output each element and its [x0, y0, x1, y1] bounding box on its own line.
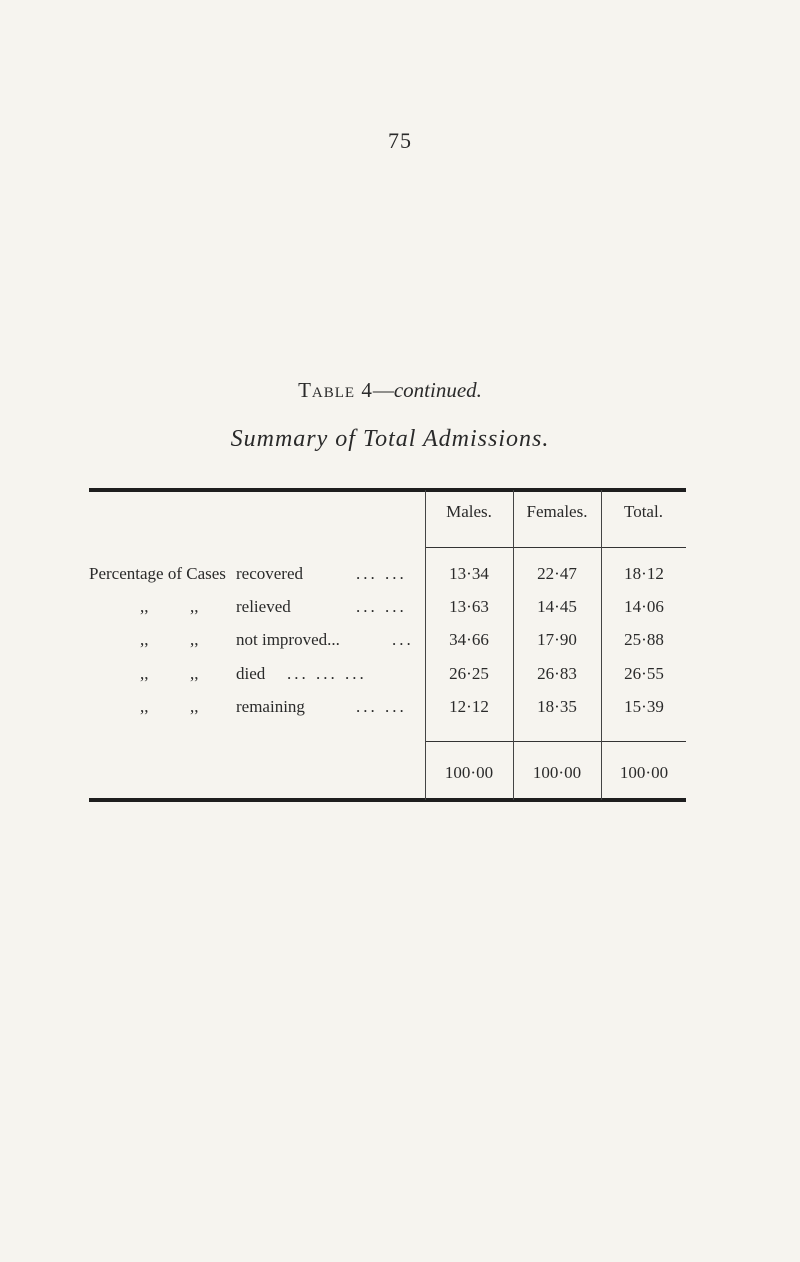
ditto-mark: ,,: [140, 630, 149, 649]
males-value: 26·25: [449, 664, 489, 683]
total-value: 14·06: [624, 597, 664, 616]
males-value: 13·63: [449, 597, 489, 616]
row-label: not improved...: [236, 630, 340, 649]
total-value: 18·12: [624, 564, 664, 583]
column-header-total: Total.: [624, 502, 663, 521]
ditto-mark: ,,: [140, 597, 149, 616]
total-value: 25·88: [624, 630, 664, 649]
grand-total: 100·00: [619, 763, 669, 782]
table-row: [0, 597, 800, 625]
females-value: 17·90: [537, 630, 577, 649]
top-rule: [89, 488, 686, 492]
females-value: 14·45: [537, 597, 577, 616]
header-rule-total: [601, 547, 686, 548]
females-value: 26·83: [537, 664, 577, 683]
table-continued: continued.: [393, 378, 482, 402]
table-heading: [0, 378, 780, 403]
header-rule-males: [425, 547, 513, 548]
row-label: remaining: [236, 697, 305, 716]
table-row: [0, 664, 800, 692]
row-dots: ... ...: [356, 597, 407, 616]
totals-rule: [425, 741, 686, 742]
column-header-females: Females.: [526, 502, 588, 521]
bottom-rule: [89, 798, 686, 802]
females-value: 22·47: [537, 564, 577, 583]
table-row: [0, 697, 800, 725]
ditto-mark: ,,: [190, 664, 199, 683]
ditto-mark: ,,: [140, 697, 149, 716]
males-value: 13·34: [449, 564, 489, 583]
row-prefix: Percentage of Cases: [89, 564, 226, 583]
table-row: [0, 564, 800, 592]
total-value: 26·55: [624, 664, 664, 683]
header-rule-females: [513, 547, 601, 548]
page-number: 75: [388, 128, 412, 153]
row-dots: ... ...: [356, 564, 407, 583]
row-dots: ... ...: [356, 697, 407, 716]
row-label: recovered: [236, 564, 304, 583]
row-dots: ... ... ...: [287, 664, 367, 683]
ditto-mark: ,,: [140, 664, 149, 683]
females-total: 100·00: [532, 763, 582, 782]
row-label: relieved: [236, 597, 291, 616]
row-dots: ...: [392, 630, 414, 649]
males-total: 100·00: [444, 763, 494, 782]
males-value: 34·66: [449, 630, 489, 649]
females-value: 18·35: [537, 697, 577, 716]
table-heading-dash: —: [372, 378, 394, 402]
table-caption: Table 4: [298, 378, 373, 402]
males-value: 12·12: [449, 697, 489, 716]
total-value: 15·39: [624, 697, 664, 716]
table-row: [0, 630, 800, 658]
row-label: died: [236, 664, 266, 683]
ditto-mark: ,,: [190, 630, 199, 649]
ditto-mark: ,,: [190, 597, 199, 616]
totals-row: [0, 763, 800, 791]
ditto-mark: ,,: [190, 697, 199, 716]
column-header-males: Males.: [446, 502, 492, 521]
table-subtitle: Summary of Total Admissions.: [230, 426, 550, 452]
